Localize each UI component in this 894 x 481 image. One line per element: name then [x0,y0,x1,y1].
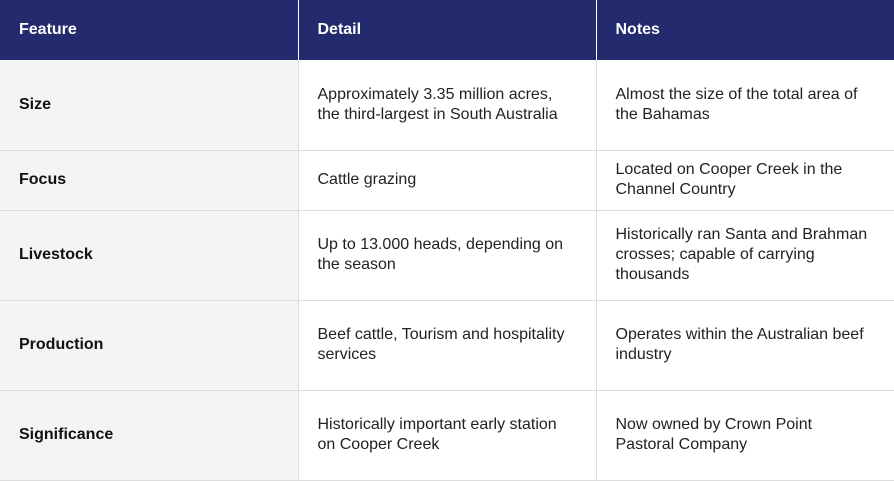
header-detail: Detail [298,0,596,60]
notes-cell: Now owned by Crown Point Pastoral Company [596,390,894,480]
feature-cell: Production [0,300,298,390]
header-row [0,0,894,60]
header-notes: Notes [596,0,894,60]
table-row [0,390,894,480]
header-feature: Feature [0,0,298,60]
table-body [0,60,894,480]
table-header [0,0,894,60]
feature-cell: Focus [0,150,298,210]
feature-cell: Significance [0,390,298,480]
notes-cell: Operates within the Australian beef industry [596,300,894,390]
feature-cell: Size [0,60,298,150]
table-row [0,300,894,390]
notes-cell: Located on Cooper Creek in the Channel Country [596,150,894,210]
notes-cell: Historically ran Santa and Brahman crosses; capable of carrying thousands [596,210,894,300]
notes-cell: Almost the size of the total area of the Bahamas [596,60,894,150]
detail-cell: Beef cattle, Tourism and hospitality services [298,300,596,390]
table-row [0,150,894,210]
detail-cell: Approximately 3.35 million acres, the third-largest in South Australia [298,60,596,150]
table-row [0,210,894,300]
table-row [0,60,894,150]
detail-cell: Up to 13.000 heads, depending on the season [298,210,596,300]
detail-cell: Cattle grazing [298,150,596,210]
feature-cell: Livestock [0,210,298,300]
detail-cell: Historically important early station on Cooper Creek [298,390,596,480]
